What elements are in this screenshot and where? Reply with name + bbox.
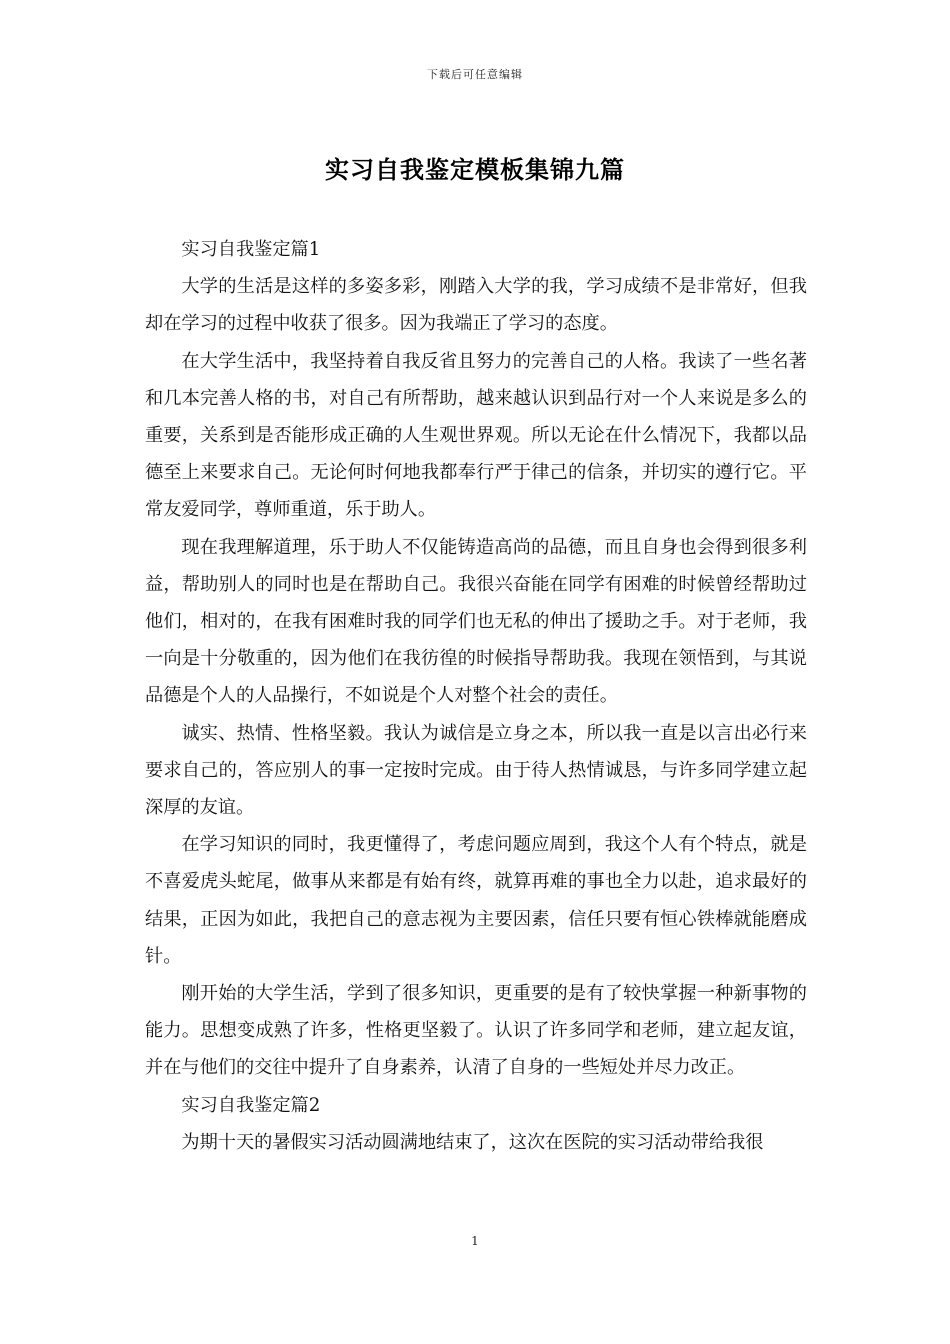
section-heading: 实习自我鉴定篇1 (181, 239, 321, 260)
document-title: 实习自我鉴定模板集锦九篇 (325, 156, 625, 184)
page-number: 1 (471, 1234, 479, 1248)
body-paragraph: 大学的生活是这样的多姿多彩，刚踏入大学的我，学习成绩不是非常好，但我却在学习的过程中收获了很多。因为我端正了学习的态度。 (145, 276, 807, 335)
section-heading: 实习自我鉴定篇2 (181, 1094, 321, 1116)
document-body (145, 231, 807, 1161)
body-paragraph: 现在我理解道理，乐于助人不仅能铸造高尚的品德，而且自身也会得到很多利益，帮助别人的同时也是在帮助自己。我很兴奋能在同学有困难的时候曾经帮助过他们，相对的，在我有困难时我的同学们也无私的伸出了援助之手。对于老师，我一向是十分敬重的，因为他们在我彷徨的时候指导帮助我。我现在领悟到，与其说品德是个人的人品操行，不如说是个人对整个社会的责任。 (145, 536, 807, 707)
body-paragraph: 诚实、热情、性格坚毅。我认为诚信是立身之本，所以我一直是以言出必行来要求自己的，答应别人的事一定按时完成。由于待人热情诚恳，与许多同学建立起深厚的友谊。 (145, 722, 807, 819)
header-note: 下载后可任意编辑 (427, 68, 523, 81)
body-paragraph: 为期十天的暑假实习活动圆满地结束了，这次在医院的实习活动带给我很 (181, 1131, 764, 1153)
body-paragraph: 在学习知识的同时，我更懂得了，考虑问题应周到，我这个人有个特点，就是不喜爱虎头蛇尾，做事从来都是有始有终，就算再难的事也全力以赴，追求最好的结果，正因为如此，我把自己的意志视为主要因素，信任只要有恒心铁棒就能磨成针。 (145, 834, 807, 967)
body-paragraph: 刚开始的大学生活，学到了很多知识，更重要的是有了较快掌握一种新事物的能力。思想变成熟了许多，性格更坚毅了。认识了许多同学和老师，建立起友谊，并在与他们的交往中提升了自身素养，认清了自身的一些短处并尽力改正。 (145, 983, 807, 1079)
body-paragraph: 在大学生活中，我坚持着自我反省且努力的完善自己的人格。我读了一些名著和几本完善人格的书，对自己有所帮助，越来越认识到品行对一个人来说是多么的重要，关系到是否能形成正确的人生观世界观。所以无论在什么情况下，我都以品德至上来要求自己。无论何时何地我都奉行严于律己的信条，并切实的遵行它。平常友爱同学，尊师重道，乐于助人。 (145, 350, 807, 521)
